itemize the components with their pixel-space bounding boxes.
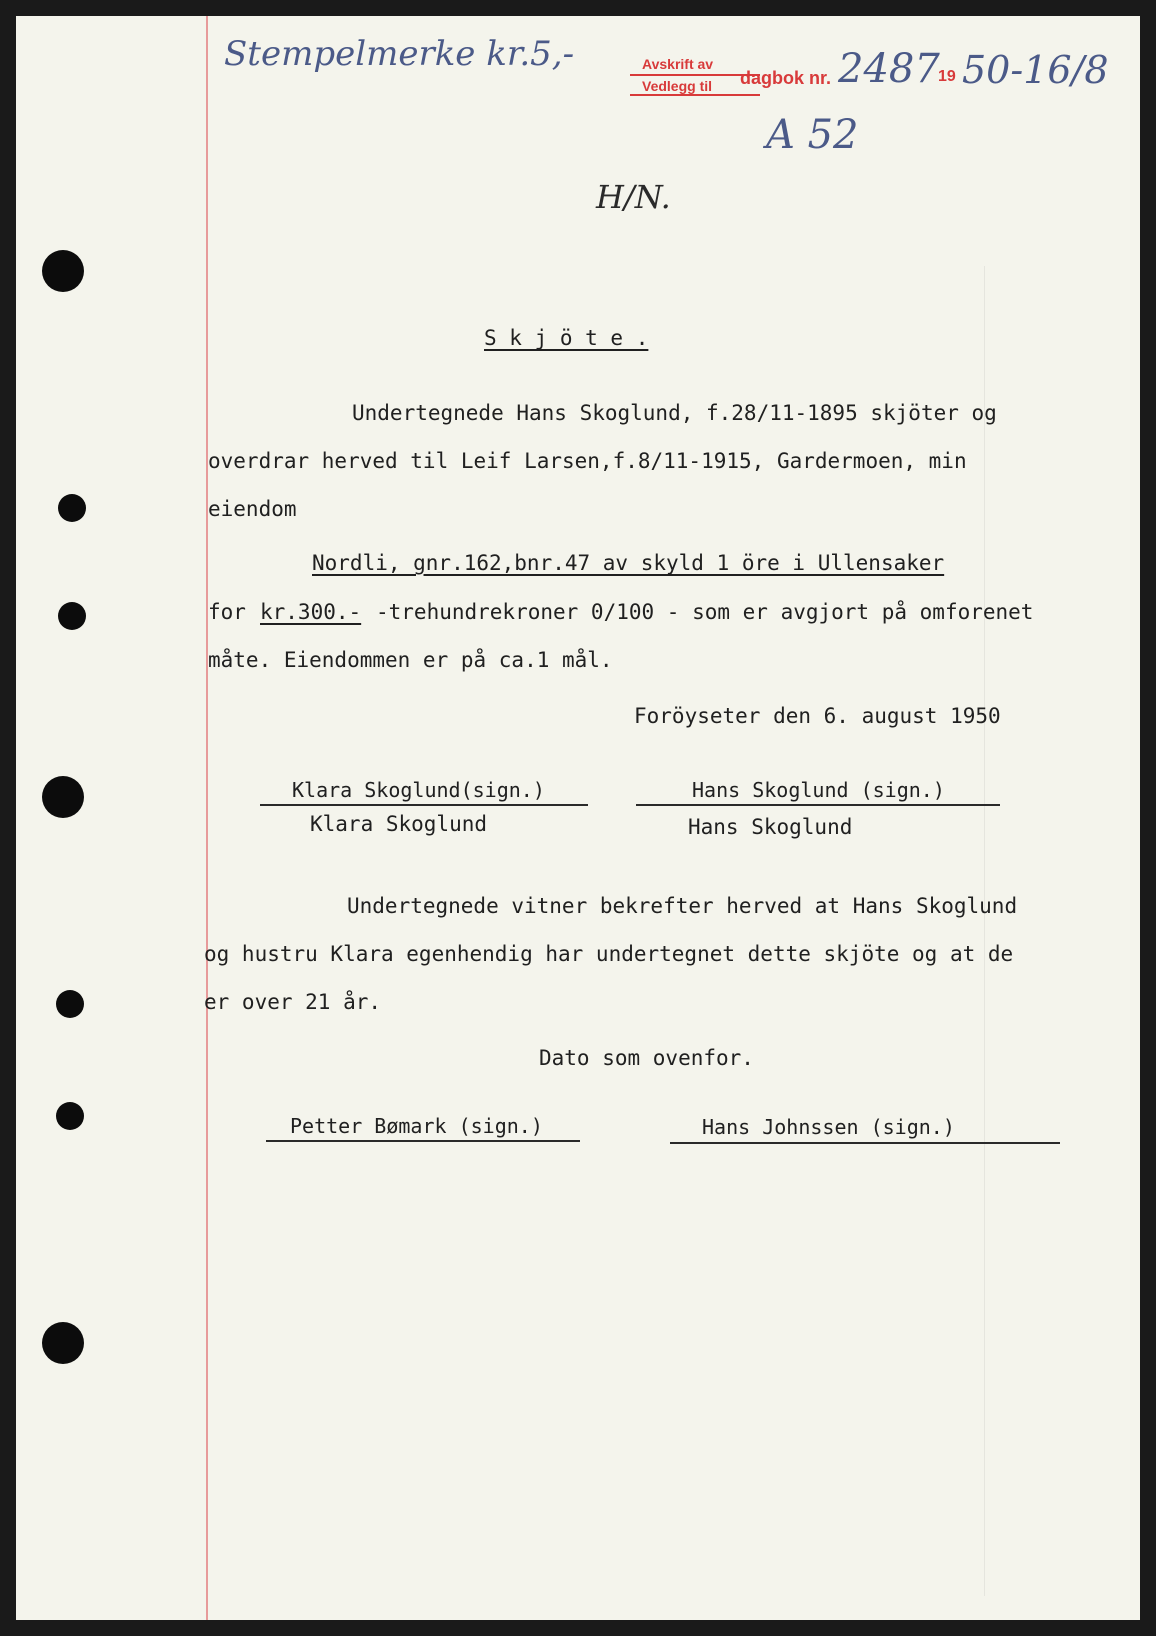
punch-hole <box>42 1322 84 1364</box>
date-as-above: Dato som ovenfor. <box>539 1046 754 1070</box>
price-for: for <box>208 600 246 624</box>
stamp-dagbok: dagbok nr. <box>740 68 832 88</box>
signature-line <box>266 1140 580 1142</box>
signature-line <box>260 804 588 806</box>
signature-1-name: Klara Skoglund <box>310 812 488 836</box>
margin-line <box>206 16 208 1620</box>
document-title: S k j ö t e . <box>484 326 649 350</box>
paragraph-line: eiendom <box>208 497 297 521</box>
handwritten-reference: A 52 <box>766 112 859 158</box>
punch-hole <box>42 776 84 818</box>
punch-hole <box>58 602 86 630</box>
punch-hole <box>56 1102 84 1130</box>
paragraph-line: overdrar herved til Leif Larsen,f.8/11-1915, Gardermoen, min <box>208 449 967 473</box>
witness-1-signed: Petter Bømark (sign.) <box>290 1114 543 1138</box>
witness-2-signed: Hans Johnssen (sign.) <box>702 1115 955 1139</box>
witness-paragraph-line: Undertegnede vitner bekrefter herved at Hans Skoglund <box>347 894 1018 918</box>
signature-line <box>670 1142 1060 1144</box>
signature-line <box>636 804 1000 806</box>
document-page <box>16 16 1140 1620</box>
witness-paragraph-line: og hustru Klara egenhendig har undertegnet dette skjöte og at de <box>204 942 1014 966</box>
signature-2-name: Hans Skoglund <box>688 815 853 839</box>
paragraph-line: Undertegnede Hans Skoglund, f.28/11-1895 skjöter og <box>352 401 997 425</box>
witness-paragraph-line: er over 21 år. <box>204 990 382 1014</box>
punch-hole <box>58 494 86 522</box>
punch-hole <box>42 250 84 292</box>
property-description: Nordli, gnr.162,bnr.47 av skyld 1 öre i Ullensaker <box>312 551 945 575</box>
signature-2-signed: Hans Skoglund (sign.) <box>692 778 945 802</box>
signature-1-signed: Klara Skoglund(sign.) <box>292 778 545 802</box>
fold-crease <box>984 266 985 1596</box>
price-text: -trehundrekroner 0/100 - som er avgjort på omforenet <box>376 600 1034 624</box>
stamp-strike <box>630 94 760 96</box>
handwritten-initials: H/N. <box>596 178 671 216</box>
place-and-date: Foröyseter den 6. august 1950 <box>634 704 1001 728</box>
handwritten-dagbok-number: 2487 <box>838 46 940 92</box>
punch-hole <box>56 990 84 1018</box>
stamp-line-2: Vedlegg til <box>642 78 713 94</box>
handwritten-stamp-note: Stempelmerke kr.5,- <box>224 34 575 74</box>
price-amount: kr.300.- <box>260 600 362 624</box>
stamp-year-prefix: 19 <box>938 68 956 85</box>
handwritten-date: 50-16/8 <box>962 48 1109 92</box>
stamp-line-1: Avskrift av <box>642 56 714 72</box>
paragraph-line: måte. Eiendommen er på ca.1 mål. <box>208 648 613 672</box>
